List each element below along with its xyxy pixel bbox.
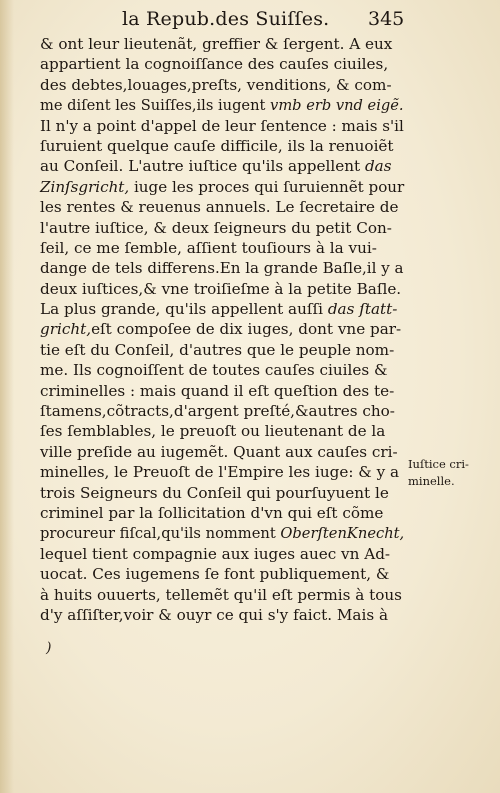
italic-term: das <box>364 157 392 176</box>
text-line <box>40 299 404 319</box>
text-line <box>40 523 405 543</box>
line-text: Il n'y a point d'appel de leur ſentence : mais s'il <box>40 116 404 135</box>
text-line <box>40 605 404 625</box>
line-text: lequel tient compagnie aux iuges auec vn Ad- <box>40 544 391 563</box>
line-text: procureur fiſcal,qu'ils nomment <box>40 524 281 543</box>
line-text: les rentes & reuenus annuels. Le ſecretaire de <box>40 198 399 217</box>
line-text: ville preſide au iugemẽt. Quant aux cauſes cri- <box>40 442 398 461</box>
text-line <box>40 503 404 523</box>
text-line <box>40 319 404 339</box>
text-line <box>40 462 404 482</box>
line-text: à huits ouuerts, tellemẽt qu'il eſt permis à tous <box>40 585 402 604</box>
margin-note <box>408 456 496 490</box>
line-text: deux iuſtices,& vne troiſieſme à la petite Baſle. <box>40 279 402 298</box>
text-line <box>40 401 404 421</box>
text-line <box>40 95 404 115</box>
text-line <box>40 116 402 136</box>
line-text: criminelles : mais quand il eſt queſtion des te- <box>40 381 395 400</box>
line-text: dange de tels differens.En la grande Baſle,il y a <box>40 259 404 278</box>
text-line <box>40 75 404 95</box>
main-text-block <box>40 34 404 625</box>
text-line <box>40 381 404 401</box>
text-line <box>40 258 404 278</box>
italic-term: OberſtenKnecht, <box>280 524 405 543</box>
text-line <box>40 34 404 54</box>
text-line <box>40 585 404 605</box>
line-text: ſeil, ce me ſemble, aſſient touſiours à la vui- <box>40 238 377 257</box>
margin-note-line: Iuſtice cri- <box>408 457 469 471</box>
line-text: des debtes,louages,preſts, venditions, & com- <box>40 75 392 94</box>
text-line <box>40 218 404 238</box>
line-text: & ont leur lieutenãt, greffier & ſergent. A eux <box>40 35 393 53</box>
line-text: l'autre iuſtice, & deux ſeigneurs du petit Con- <box>40 218 392 237</box>
text-line <box>40 442 404 462</box>
line-text: La plus grande, qu'ils appellent auſſi <box>40 300 328 319</box>
text-line <box>40 156 404 176</box>
stray-ink-mark: ) <box>46 640 52 656</box>
text-line <box>40 54 404 74</box>
italic-term: vmb erb vnd eigẽ. <box>270 96 404 115</box>
line-text: d'y aſſiſter,voir & ouyr ce qui s'y faict. Mais à <box>40 605 389 624</box>
page-shadow-edge <box>0 0 14 793</box>
italic-term: das ſtatt- <box>327 300 398 319</box>
line-text: criminel par la ſollicitation d'vn qui eſt cõme <box>40 503 384 522</box>
text-line <box>40 177 405 197</box>
text-line <box>40 136 404 156</box>
line-text: me diſent les Suiſſes,ils iugent <box>40 96 271 115</box>
text-line <box>40 544 404 564</box>
text-line <box>40 421 404 441</box>
line-text: ſtamens,cõtracts,d'argent preſté,&autres cho- <box>40 402 395 421</box>
text-line <box>40 279 404 299</box>
text-line <box>40 197 404 217</box>
text-line <box>40 360 404 380</box>
line-text: ſuruient quelque cauſe difficile, ils la renuoiẽt <box>40 136 394 155</box>
page-number: 345 <box>368 8 405 30</box>
line-text: appartient la cognoiſſance des cauſes ciuiles, <box>40 55 389 74</box>
running-title: la Repub.des Suiſſes. <box>122 8 330 30</box>
line-text: me. Ils cognoiſſent de toutes cauſes ciuiles & <box>40 361 388 380</box>
line-text: eſt compoſee de dix iuges, dont vne par- <box>91 320 402 339</box>
line-text: ſes ſemblables, le preuoſt ou lieutenant de la <box>40 422 386 441</box>
italic-term: Zinſsgricht, <box>40 177 130 196</box>
margin-note-line: minelle. <box>408 474 455 488</box>
line-text: au Conſeil. L'autre iuſtice qu'ils appellent <box>40 157 365 176</box>
line-text: uocat. Ces iugemens ſe font publiquement, & <box>40 565 390 584</box>
line-text: iuge les proces qui ſuruiennẽt pour <box>129 177 405 196</box>
text-line <box>40 238 404 258</box>
text-line <box>40 340 404 360</box>
line-text: tie eſt du Conſeil, d'autres que le peuple nom- <box>40 340 395 359</box>
text-line <box>40 483 404 503</box>
italic-term: gricht, <box>40 320 92 339</box>
text-line <box>40 564 404 584</box>
line-text: minelles, le Preuoſt de l'Empire les iuge: & y a <box>40 463 400 482</box>
line-text: trois Seigneurs du Conſeil qui pourſuyuent le <box>40 483 389 502</box>
